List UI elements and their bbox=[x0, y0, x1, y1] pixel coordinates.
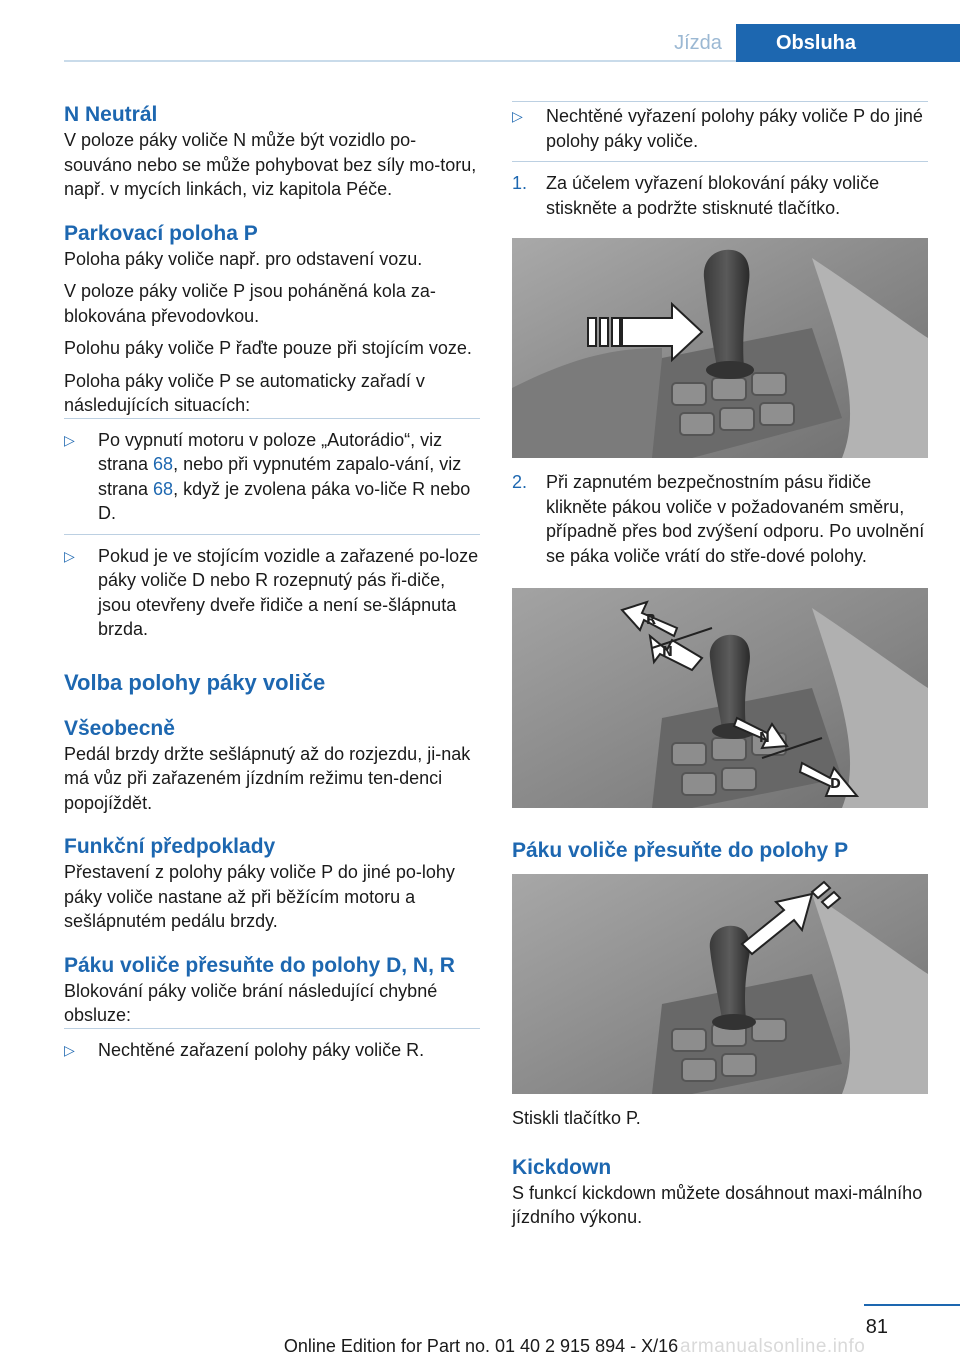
park-text-1: Poloha páky voliče např. pro odstavení vozu. bbox=[64, 248, 423, 269]
shifter-photo-2 bbox=[512, 588, 928, 808]
right-column bbox=[512, 102, 928, 1230]
general-heading: Všeobecně bbox=[64, 716, 175, 740]
bullet-triangle-icon: ▷ bbox=[512, 108, 523, 124]
step-item bbox=[512, 161, 928, 228]
step-text: Při zapnutém bezpečnostním pásu řidiče klikněte pákou voliče v požadovaném směru, případně přes bod zvýšení odporu. Po uvolnění se páka voliče vrátí do stře-dové polohy. bbox=[546, 472, 925, 566]
kickdown-heading: Kickdown bbox=[512, 1155, 612, 1179]
shifter-photo-1 bbox=[512, 238, 928, 458]
tab-obsluha[interactable]: Obsluha bbox=[736, 24, 960, 62]
p-heading: Páku voliče přesuňte do polohy P bbox=[512, 839, 849, 862]
bullet-text: Nechtěné zařazení polohy páky voliče R. bbox=[98, 1039, 425, 1060]
p-caption: Stiskli tlačítko P. bbox=[512, 1108, 641, 1128]
shifter-direction-image bbox=[512, 588, 928, 808]
park-text-3: Polohu páky voliče P řaďte pouze při stojícím voze. bbox=[64, 338, 472, 358]
step-list-2 bbox=[512, 466, 928, 576]
list-item bbox=[512, 101, 928, 161]
requirements-text: Přestavení z polohy páky voliče P do jiné po-lohy páky voliče nastane až při běžícím motoru a sešlápnutém pedálu brzdy. bbox=[64, 862, 455, 931]
kickdown-text: S funkcí kickdown můžete dosáhnout maxi-málního jízdního výkonu. bbox=[512, 1182, 923, 1227]
requirements-heading: Funkční předpoklady bbox=[64, 835, 276, 858]
page-number: 81 bbox=[865, 1316, 888, 1338]
shifter-p-button-image bbox=[512, 874, 928, 1094]
left-column bbox=[64, 102, 480, 1070]
park-text-2: V poloze páky voliče P jsou poháněná kola za-blokována převodovkou. bbox=[64, 281, 436, 326]
bullet-text: Nechtěné vyřazení polohy páky voliče P do jiné polohy páky voliče. bbox=[546, 106, 923, 151]
bullet-text: Po vypnutí motoru v poloze „Autorádio“, viz strana 68, nebo při vypnutém zapalo-vání, viz strana 68, když je zvolena páka vo-liče R nebo D. bbox=[98, 429, 471, 523]
list-item bbox=[64, 418, 480, 534]
shifter-press-button-image bbox=[512, 238, 928, 458]
dnr-text: Blokování páky voliče brání následující chybné obsluze: bbox=[64, 980, 438, 1025]
list-item bbox=[64, 1028, 480, 1071]
watermark: armanualsonline.info bbox=[680, 1336, 866, 1357]
bullet-triangle-icon: ▷ bbox=[64, 547, 75, 564]
dnr-bullet-list bbox=[64, 1028, 480, 1071]
list-item bbox=[64, 534, 480, 650]
right-bullet-list bbox=[512, 101, 928, 228]
page-link[interactable]: 68 bbox=[153, 478, 174, 499]
park-heading: Parkovací poloha P bbox=[64, 221, 258, 245]
step-number: 1. bbox=[512, 173, 528, 193]
neutral-text: V poloze páky voliče N může být vozidlo po-souváno nebo se může pohybovat bez síly mo-toru, např. v mycích linkách, viz kapitola Péče. bbox=[64, 130, 477, 199]
bullet-text: Pokud je ve stojícím vozidle a zařazené po-loze páky voliče D nebo R rozepnutý pás ři-diče, jsou otevřeny dveře řidiče a není se-šlápnuta brzda. bbox=[98, 545, 479, 639]
diagram-label-d: D bbox=[830, 777, 841, 792]
bullet-triangle-icon: ▷ bbox=[64, 431, 75, 448]
page-link[interactable]: 68 bbox=[153, 454, 174, 474]
general-text: Pedál brzdy držte sešlápnutý až do rozjezdu, ji-nak má vůz při zařazeném jízdním režimu ten-denci popojíždět. bbox=[64, 743, 471, 813]
edition-footer: Online Edition for Part no. 01 40 2 915 894 - X/16 bbox=[283, 1336, 679, 1356]
tab-jizda[interactable]: Jízda bbox=[674, 32, 722, 54]
step-number: 2. bbox=[512, 472, 528, 492]
neutral-heading: N Neutrál bbox=[64, 103, 158, 126]
bullet-triangle-icon: ▷ bbox=[64, 1041, 75, 1058]
dnr-heading: Páku voliče přesuňte do polohy D, N, R bbox=[64, 953, 455, 977]
footer-rule bbox=[864, 1304, 960, 1306]
park-bullet-list bbox=[64, 418, 480, 650]
diagram-label-n: N bbox=[662, 645, 673, 660]
step-text: Za účelem vyřazení blokování páky voliče stiskněte a podržte stisknuté tlačítko. bbox=[546, 173, 880, 218]
selection-heading: Volba polohy páky voliče bbox=[64, 669, 326, 695]
step-item bbox=[512, 466, 928, 576]
diagram-label-n: N bbox=[759, 731, 770, 746]
park-text-4: Poloha páky voliče P se automaticky zařadí v následujících situacích: bbox=[64, 370, 425, 415]
diagram-label-r: R bbox=[646, 613, 657, 628]
shifter-photo-3 bbox=[512, 874, 928, 1094]
